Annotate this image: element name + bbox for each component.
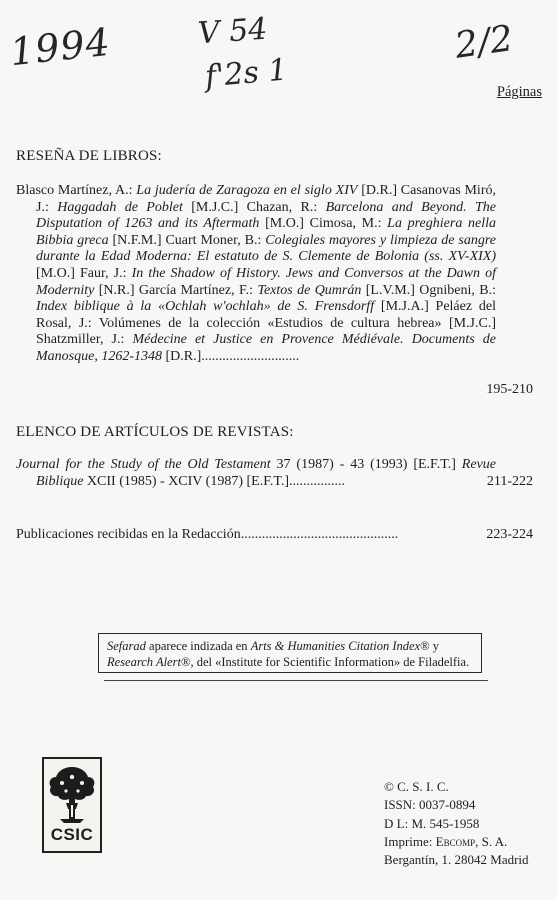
publicaciones-line: Publicaciones recibidas en la Redacción............................................. — [16, 527, 399, 542]
publicaciones-pages: 223-224 — [486, 527, 533, 542]
address-line: Bergantín, 1. 28042 Madrid — [384, 852, 529, 868]
resena-heading: RESEÑA DE LIBROS: — [16, 148, 162, 164]
csic-logo — [42, 757, 102, 853]
handwritten-year: 1994 — [7, 19, 113, 75]
tree-emblem-icon — [46, 763, 98, 825]
elenco-pages: 211-222 — [486, 474, 533, 489]
handwritten-volume: V 54 — [196, 11, 269, 52]
printer-line: Imprime: Ebcomp, S. A. — [384, 833, 508, 849]
imprint-block — [384, 778, 529, 869]
copyright-line: © C. S. I. C. — [384, 779, 449, 794]
csic-logo-text: CSIC — [50, 825, 94, 844]
resena-entries: Blasco Martínez, A.: La judería de Zaragoza en el siglo XIV [D.R.] Casanovas Miró, J.: Haggadah de Poblet [M.J.C.] Chazan, R.: Barcelona and Beyond. The Disputation of 1263 and its Aftermath [M.O.] Cimosa, M.: La preghiera nella Bibbia greca [N.F.M.] Cuart Moner, B.: Colegiales mayores y limpieza de sangre durante la Edad Moderna: El estatuto de S. Clemente de Bolonia (ss. XV-XIX) [M.O.] Faur, J.: In the Shadow of History. Jews and Conversos at the Dawn of Modernity [N.R.] García Martínez, F.: Textos de Qumrán [L.V.M.] Ognibeni, B.: Index biblique à la «Ochlah w'ochlah» de S. Frensdorff [M.J.A.] Peláez del Rosal, J.: Volúmenes de la colección «Estudios de cultura hebrea» [M.J.C.] Shatzmiller, J.: Médecine et Justice en Provence Médiévale. Documents de Manosque, 1262-1348 [D.R.]............................ — [16, 183, 497, 364]
elenco-entries: Journal for the Study of the Old Testament 37 (1987) - 43 (1993) [E.F.T.] Revue Biblique XCII (1985) - XCIV (1987) [E.F.T.]................ — [16, 457, 496, 489]
issn-line: ISSN: 0037-0894 — [384, 797, 476, 813]
indexing-notice: Sefarad aparece indizada en Arts & Humanities Citation Index® y Research Alert®, del «Institute for Scientific Information» de Filadelfia. — [98, 633, 482, 673]
resena-pages: 195-210 — [486, 382, 533, 397]
handwritten-fraction: 2/2 — [452, 18, 516, 67]
elenco-heading: ELENCO DE ARTÍCULOS DE REVISTAS: — [16, 424, 294, 440]
paginas-label: Páginas — [496, 84, 542, 100]
handwritten-fascicle: f'2s 1 — [203, 52, 289, 95]
legal-deposit-line: D L: M. 545-1958 — [384, 815, 480, 831]
